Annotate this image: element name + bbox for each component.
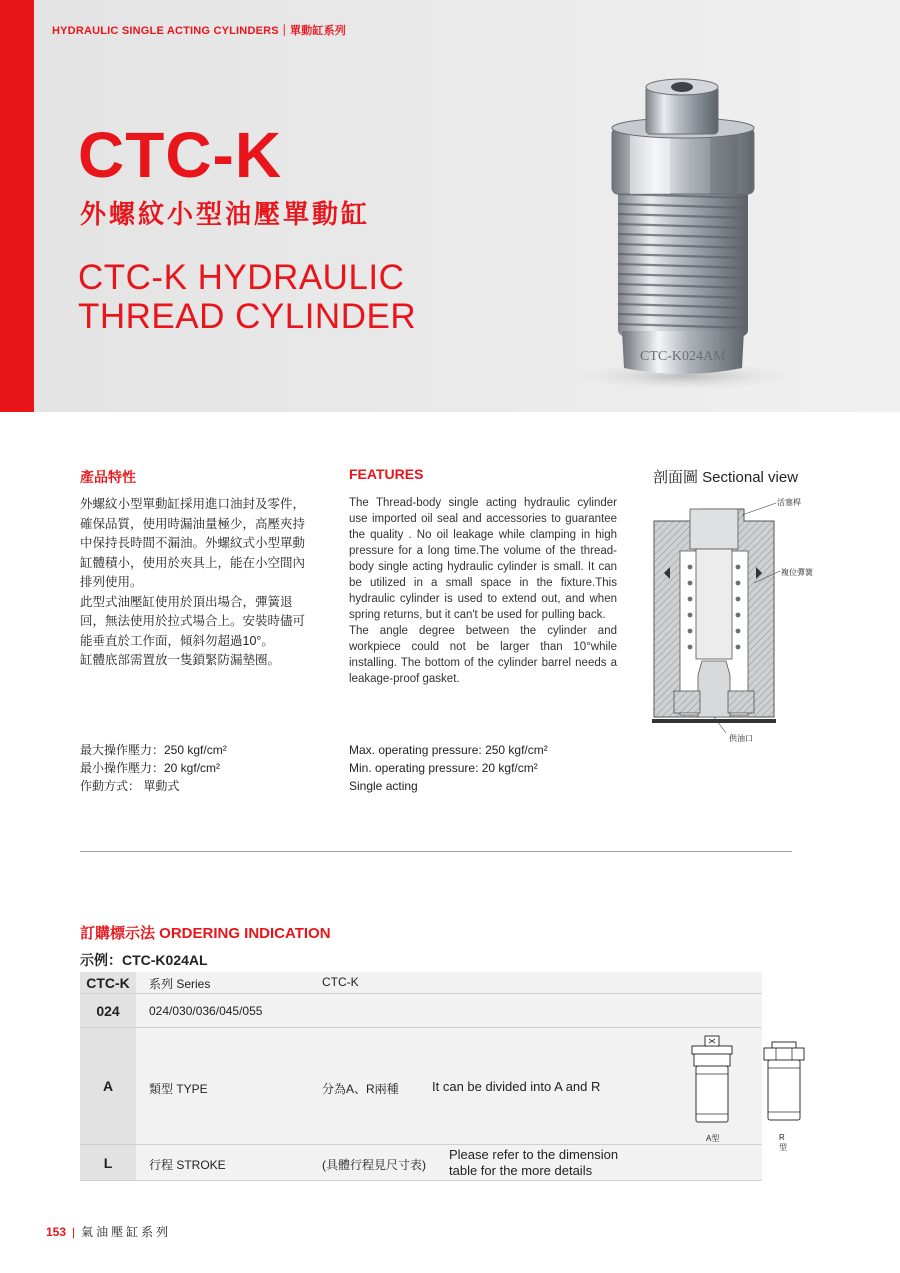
- spec-cn-max: 最大操作壓力：250 kgf/cm²: [80, 743, 227, 757]
- features-en-body: [349, 495, 617, 687]
- spec-cn-action: 作動方式： 單動式: [80, 779, 180, 793]
- row-value: CTC-K: [322, 975, 359, 989]
- spec-en-action: Single acting: [349, 779, 418, 793]
- type-r-label: R型: [779, 1133, 787, 1152]
- type-r-icon: [760, 1040, 808, 1124]
- features-cn-paragraph-3: 缸體底部需置放一隻鎖緊防漏墊圈。: [80, 653, 281, 667]
- label-return-spring: 複位彈簧: [781, 568, 813, 577]
- type-a-icon: [688, 1034, 736, 1130]
- row-code: L: [80, 1145, 136, 1180]
- footer-separator: |: [72, 1225, 76, 1239]
- breadcrumb: HYDRAULIC SINGLE ACTING CYLINDERS｜單動缸系列: [52, 25, 347, 37]
- table-row-stroke: [80, 1145, 762, 1181]
- row-name: 系列 Series: [149, 977, 211, 991]
- photo-engraving: CTC-K024AM: [640, 349, 726, 364]
- product-photo: [560, 76, 800, 396]
- features-cn-paragraph-2: 此型式油壓缸使用於頂出場合，彈簧退回，無法使用於拉式場合上。安裝時儘可能垂直於工作面，傾斜勿超過10°。: [80, 594, 306, 648]
- model-title: CTC-K: [78, 119, 283, 191]
- features-cn-heading: 產品特性: [80, 469, 136, 485]
- row-code: CTC-K: [80, 972, 136, 993]
- table-row-type: [80, 1028, 787, 1152]
- label-oil-port: 供油口: [729, 734, 753, 743]
- table-row-bore: [80, 994, 762, 1028]
- ordering-example: 示例：CTC-K024AL: [80, 952, 208, 968]
- features-en-paragraph-1: The Thread-body single acting hydraulic cylinder use imported oil seal and accessories to guarantee the quality . No oil leakage while clamping in high pressure for a long time.The volume of the thread-body single acting hydraulic cylinder is small. It can be utilized in a small space in the fixture.This hydraulic cylinder is used to extend out, and when spring returns, but it can't be used for pulling back.: [349, 497, 617, 621]
- page-number: 153: [46, 1225, 67, 1239]
- features-en-paragraph-2: The angle degree between the cylinder and workpiece could not be larger than 10°while installing. The bottom of the cylinder barrel needs a leakage-proof gasket.: [349, 625, 617, 685]
- title-cn: 外螺紋小型油壓單動缸: [80, 199, 371, 229]
- spec-en-min: Min. operating pressure: 20 kgf/cm²: [349, 761, 538, 775]
- features-cn-paragraph-1: 外螺紋小型單動缸採用進口油封及零件，確保品質，使用時漏油量極少，高壓夾持中保持長時間不漏油。外螺紋式小型單動缸體積小，使用於夾具上，能在小空間內排列使用。: [80, 497, 306, 589]
- row-name: 類型 TYPE: [149, 1082, 208, 1096]
- section-divider: [80, 851, 792, 852]
- spec-en-max: Max. operating pressure: 250 kgf/cm²: [349, 743, 548, 757]
- specs-cn: [80, 741, 227, 795]
- row-code: A: [80, 1028, 136, 1144]
- title-en-line2: THREAD CYLINDER: [78, 297, 417, 336]
- page-footer: [46, 1223, 171, 1240]
- section-view-diagram: [650, 495, 800, 745]
- row-name: 行程 STROKE: [149, 1158, 226, 1172]
- features-en-heading: FEATURES: [349, 466, 424, 482]
- row-note: It can be divided into A and R: [432, 1079, 601, 1094]
- row-value: 分為A、R兩種: [322, 1082, 399, 1096]
- ordering-heading: 訂購標示法 ORDERING INDICATION: [80, 925, 331, 942]
- title-en: [78, 258, 416, 336]
- table-row-series: [80, 972, 762, 994]
- row-note-line1: Please refer to the dimension: [449, 1147, 619, 1162]
- section-view-heading: 剖面圖 Sectional view: [653, 469, 799, 486]
- row-value: (具體行程見尺寸表): [322, 1158, 426, 1172]
- row-name: 024/030/036/045/055: [149, 1004, 263, 1018]
- accent-bar: [0, 0, 34, 412]
- row-note: [449, 1147, 618, 1179]
- features-cn-body: [80, 495, 310, 671]
- footer-series: 氣油壓缸系列: [81, 1225, 172, 1239]
- spec-cn-min: 最小操作壓力：20 kgf/cm²: [80, 761, 221, 775]
- row-code: 024: [80, 994, 136, 1027]
- row-note-line2: table for the more details: [449, 1163, 593, 1178]
- ordering-table: [80, 972, 787, 1181]
- type-a-label: A型: [706, 1134, 720, 1143]
- specs-en: [349, 741, 548, 795]
- title-en-line1: CTC-K HYDRAULIC: [78, 258, 405, 297]
- label-piston-rod: 活塞桿: [777, 498, 801, 507]
